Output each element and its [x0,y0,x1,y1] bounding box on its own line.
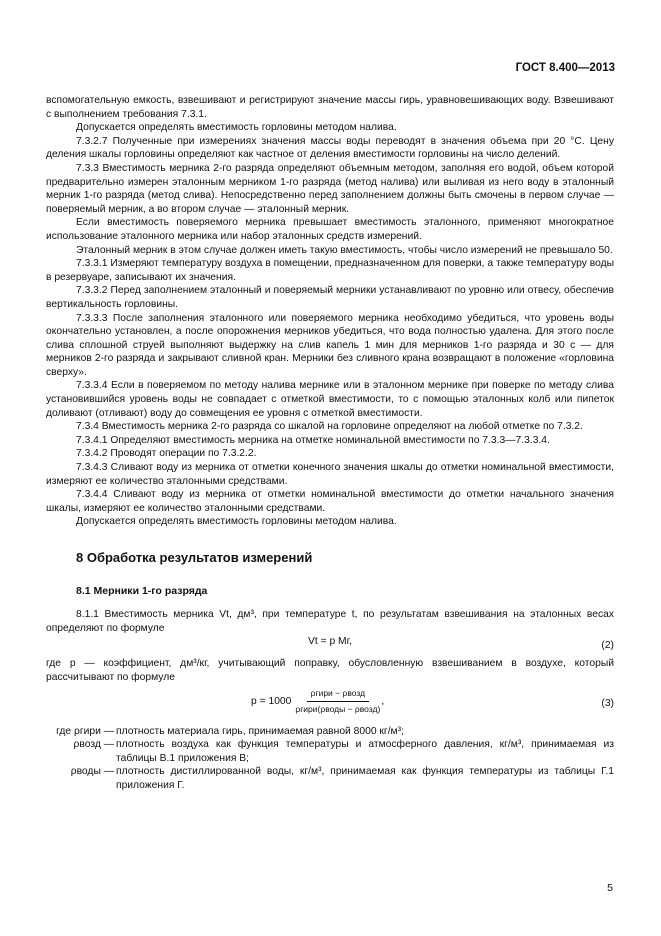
paragraph: где p — коэффициент, дм³/кг, учитывающий поправку, обусловленную взвешиванием в воздухе, который рассчитывают по формуле [46,658,614,683]
formula-tail: , [381,695,385,707]
page-number: 5 [607,882,613,894]
paragraph: 7.3.3.3 После заполнения эталонного или поверяемого мерника необходимо убедиться, что уровень воды окончательно установлен, а после опорожнения мерников убедиться, что вода полностью удалена. Для этого после слива сплошной струей выполняют выдержку на слив капель 1 мин для мерников 1-го разряда и 30 с — для мерников 2-го разряда и закрывают сливной кран. Мерники без сливного крана возвращают в положение «горловина сверху». [46,312,614,378]
paragraph: 7.3.3.2 Перед заполнением эталонный и поверяемый мерники устанавливают по уровню или отвесу, обеспечив вертикальность горловины. [46,285,614,310]
formula-numerator: ρгири − ρвозд [307,687,369,703]
paragraph: 7.3.3.4 Если в поверяемом по методу налива мернике или в эталонном мернике при поверке по методу слива установившийся уровень воды не совпадает с отметкой вместимости, то с помощью эталонных колб или пипеток доливают (отливают) воду до совмещения ее уровня с отметкой вместимости. [46,380,614,419]
definition-text: плотность материала гирь, принимаемая равной 8000 кг/м³; [116,725,404,737]
paragraph: 7.3.4 Вместимость мерника 2-го разряда со шкалой на горловине определяют на любой отметке по 7.3.2. [76,421,583,433]
paragraph: 7.3.4.1 Определяют вместимость мерника на отметке номинальной вместимости по 7.3.3—7.3.3.4. [76,434,550,446]
definition-symbol: ρвозд — [73,739,114,751]
paragraph: Эталонный мерник в этом случае должен иметь такую вместимость, чтобы число измерений не превышало 50. [76,244,613,256]
paragraph: Если вместимость поверяемого мерника превышает вместимость эталонного, применяют многократное использование эталонного мерника или набор эталонных средств измерений. [46,217,614,242]
formula-number: (2) [601,640,614,652]
paragraph: 7.3.2.7 Полученные при измерениях значения массы воды переводят в значения объема при 20 °С. Цену деления шкалы горловины определяют как частное от деления вместимости горловины на число делений. [46,135,614,161]
definition-text: плотность дистиллированной воды, кг/м³, принимаемая как функция температуры из таблицы Г.1 приложения Г. [116,766,614,791]
definition-item [46,765,614,792]
formula-number: (3) [601,697,614,709]
definition-item [46,738,614,765]
paragraph: 7.3.3 Вместимость мерника 2-го разряда определяют объемным методом, заполняя его водой, объем которой предварительно измерен эталонным мерником 1-го разряда (метод налива) или выливая из него воду в эталонный мерник 1-го разряда (метод слива). Непосредственно перед заполнением должны быть смочены в первом случае — поверяемый мерник, а во втором случае — эталонный мерник. [46,162,614,215]
paragraph: 7.3.3.1 Измеряют температуру воздуха в помещении, предназначенном для поверки, а также температуру воды в резервуаре, записывают их значения. [46,258,614,283]
section-heading: 8 Обработка результатов измерений [76,550,313,565]
definition-symbol: ρводы — [70,766,114,778]
formula-denominator: ρгири(ρводы − ρвозд) [295,704,381,715]
paragraph: 7.3.4.4 Сливают воду из мерника от отметки номинальной вместимости до отметки начального значения шкалы, измеряют ее количество эталонными средствами. [46,489,614,514]
standard-header: ГОСТ 8.400—2013 [515,62,615,74]
paragraph: 7.3.4.2 Проводят операции по 7.3.2.2. [76,448,257,460]
definition-item [46,725,614,739]
paragraph: Допускается определять вместимость горловины методом налива. [76,122,397,134]
document-body [46,94,614,793]
formula-lhs: p = 1000 [251,695,292,707]
paragraph: 8.1.1 Вместимость мерника Vt, дм³, при температуре t, по результатам взвешивания на эталонных весах определяют по формуле [46,609,614,634]
definition-symbol: где ρгири — [56,725,114,737]
formula-expression: Vt = p Mг, [308,636,352,648]
definition-list [46,725,614,793]
definition-text: плотность воздуха как функция температуры и атмосферного давления, кг/м³, принимаемая из таблицы В.1 приложения В; [116,739,614,764]
subsection-heading: 8.1 Мерники 1-го разряда [76,584,208,597]
formula-2 [46,635,614,657]
paragraph: 7.3.4.3 Сливают воду из мерника от отметки конечного значения шкалы до отметки номинальной вместимости, измеряют ее количество эталонными средствами. [46,462,614,487]
paragraph: вспомогательную емкость, взвешивают и регистрируют значение массы гирь, уравновешивающих воду. Взвешивают с выполнением требования 7.3.1. [46,95,614,120]
formula-3 [46,685,614,723]
paragraph: Допускается определять вместимость горловины методом налива. [76,516,397,528]
